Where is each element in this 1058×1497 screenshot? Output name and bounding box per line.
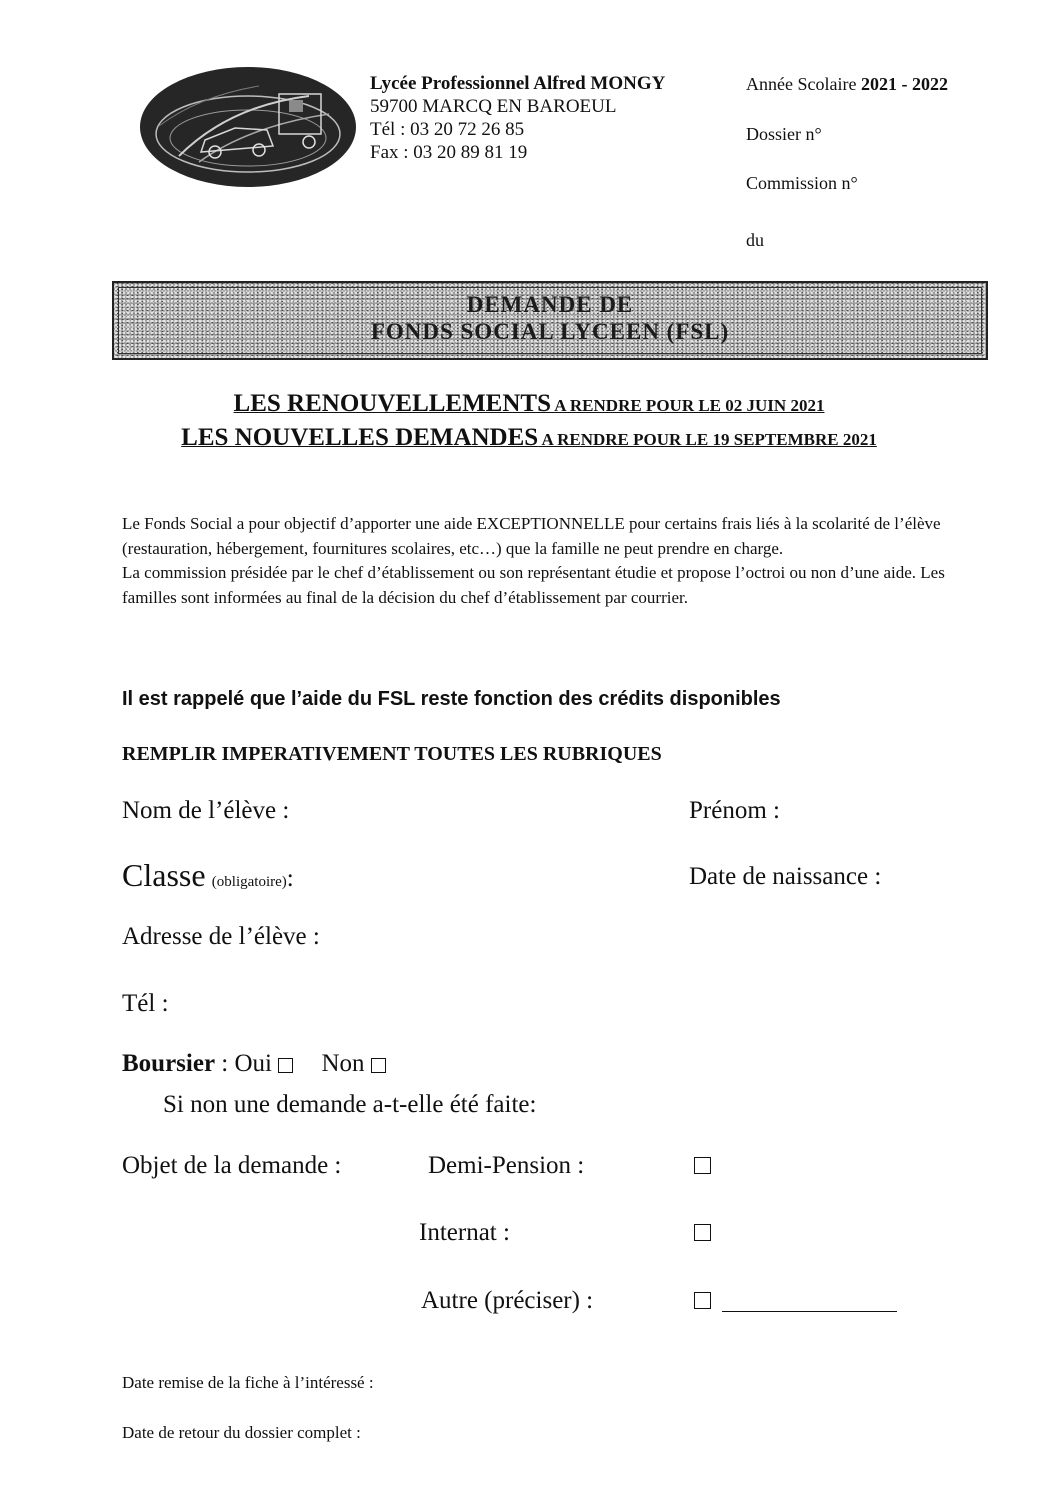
student-phone-label: Tél : xyxy=(122,990,169,1017)
class-colon: : xyxy=(286,865,294,892)
class-required-note: (obligatoire) xyxy=(211,874,287,890)
scholarship-request-question: Si non une demande a-t-elle été faite: xyxy=(163,1091,537,1118)
birthdate-label: Date de naissance : xyxy=(689,863,882,890)
scholarship-row xyxy=(122,1050,386,1078)
school-logo xyxy=(139,66,357,188)
student-name-label: Nom de l’élève : xyxy=(122,797,290,824)
intro-paragraph-1: Le Fonds Social a pour objectif d’apporter une aide EXCEPTIONNELLE pour certains frais liés à la scolarité de l’élève (restauration, hébergement, fournitures scolaires, etc…) que la famille ne peut prendre en charge. xyxy=(122,514,941,558)
option-internat-checkbox[interactable] xyxy=(694,1224,711,1241)
school-fax: Fax : 03 20 89 81 19 xyxy=(370,142,528,163)
school-name: Lycée Professionnel Alfred MONGY xyxy=(370,73,666,94)
deadline-new xyxy=(0,424,1058,452)
school-info xyxy=(370,72,665,164)
deadline-renewals-title: LES RENOUVELLEMENTS xyxy=(233,390,551,417)
banner-title-line1: DEMANDE DE xyxy=(466,292,634,317)
school-year-label: Année Scolaire xyxy=(746,74,861,94)
title-banner xyxy=(112,281,988,360)
return-date-label: Date de retour du dossier complet : xyxy=(122,1423,361,1442)
school-year xyxy=(746,74,948,95)
school-city: 59700 MARCQ EN BAROEUL xyxy=(370,96,617,117)
dossier-number: Dossier n° xyxy=(746,124,822,144)
banner-title-line2: FONDS SOCIAL LYCEEN (FSL) xyxy=(370,319,730,344)
scholarship-yes-checkbox[interactable] xyxy=(278,1058,293,1073)
student-address-label: Adresse de l’élève : xyxy=(122,923,320,950)
request-purpose-label: Objet de la demande : xyxy=(122,1152,342,1179)
scholarship-no-checkbox[interactable] xyxy=(371,1058,386,1073)
deadline-new-title: LES NOUVELLES DEMANDES xyxy=(181,424,539,451)
option-demi-pension-checkbox[interactable] xyxy=(694,1157,711,1174)
intro-text xyxy=(122,512,972,610)
handover-date-label: Date remise de la fiche à l’intéressé : xyxy=(122,1373,374,1392)
school-tel: Tél : 03 20 72 26 85 xyxy=(370,119,525,140)
deadline-new-date: A RENDRE POUR LE 19 SEPTEMBRE 2021 xyxy=(538,430,877,449)
option-autre-input-line[interactable] xyxy=(722,1311,897,1312)
commission-date: du xyxy=(746,230,764,250)
school-year-value: 2021 - 2022 xyxy=(860,74,948,94)
class-label-text: Classe xyxy=(122,857,206,893)
fill-instruction: REMPLIR IMPERATIVEMENT TOUTES LES RUBRIQUES xyxy=(122,743,662,765)
funding-reminder: Il est rappelé que l’aide du FSL reste fonction des crédits disponibles xyxy=(122,688,781,710)
deadline-renewals-date: A RENDRE POUR LE 02 JUIN 2021 xyxy=(551,396,825,415)
student-firstname-label: Prénom : xyxy=(689,797,780,824)
deadline-renewals xyxy=(0,390,1058,418)
scholarship-label: Boursier xyxy=(122,1050,216,1077)
class-label xyxy=(122,857,294,894)
option-autre-label: Autre (préciser) : xyxy=(421,1287,594,1314)
scholarship-yes-label: : Oui xyxy=(215,1050,279,1077)
scholarship-no-label: Non xyxy=(321,1050,371,1077)
intro-paragraph-2: La commission présidée par le chef d’établissement ou son représentant étudie et propose l’octroi ou non d’une aide. Les familles sont informées au final de la décision du chef d’établissement par courrier. xyxy=(122,563,945,607)
option-internat-label: Internat : xyxy=(419,1219,510,1246)
commission-number: Commission n° xyxy=(746,173,858,193)
option-autre-checkbox[interactable] xyxy=(694,1292,711,1309)
option-demi-pension-label: Demi-Pension : xyxy=(428,1152,585,1179)
